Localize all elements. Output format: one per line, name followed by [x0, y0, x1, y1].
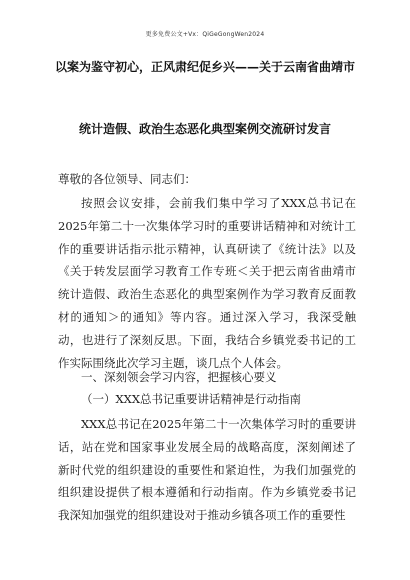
paragraph-intro: 按照会议安排，会前我们集中学习了XXX总书记在2025年第二十一次集体学习时的重要讲话精神和对统计工作的重要讲话指示批示精神，认真研读了《统计法》以及《关于转发层面学习教育工作专班＜关于把云南省曲靖市统计造假、政治生态恶化的典型案例作为学习教育反面教材的通知＞的通知》等内容。通过深入学习，我深受触动，也进行了深刻反思。下面，我结合乡镇党委书记的工作实际围绕此次学习主题，谈几点个人体会。 — [58, 196, 356, 370]
paragraph-body: XXX总书记在2025年第二十一次集体学习时的重要讲话，站在党和国家事业发展全局的战略高度，深刻阐述了新时代党的组织建设的重要性和紧迫性，为我们加强党的组织建设提供了根本遵循和行动指南。作为乡镇党委书记我深知加强党的组织建设对于推动乡镇各项工作的重要性 — [58, 417, 356, 523]
salutation: 尊敬的各位领导、同志们： — [58, 172, 196, 186]
subsection-heading-1: （一）XXX总书记重要讲话精神是行动指南 — [81, 392, 302, 406]
section-heading-1: 一、深刻领会学习内容，把握核心要义 — [81, 370, 277, 384]
page-header-note: 更多免费公文+Vx：QiGeGongWen2024 — [145, 31, 265, 38]
document-title-line-2: 统计造假、政治生态恶化典型案例交流研讨发言 — [78, 122, 331, 136]
document-title-line-1: 以案为鉴守初心，正风肃纪促乡兴——关于云南省曲靖市 — [54, 60, 355, 74]
